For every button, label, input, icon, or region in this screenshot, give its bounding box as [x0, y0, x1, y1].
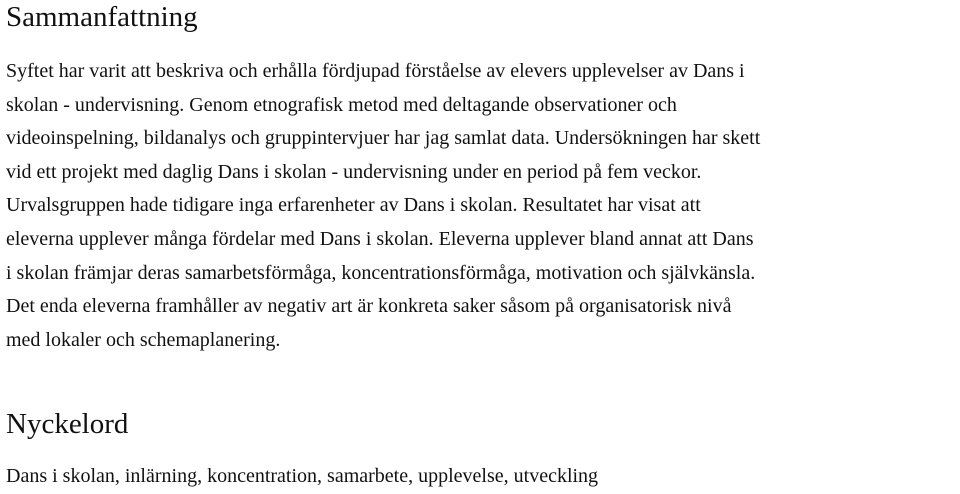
summary-paragraph [6, 55, 958, 357]
keywords-text: Dans i skolan, inlärning, koncentration, samarbete, upplevelse, utveckling [6, 465, 599, 487]
summary-line: Det enda eleverna framhåller av negativ art är konkreta saker såsom på organisatorisk nivå [6, 295, 732, 318]
summary-line: videoinspelning, bildanalys och gruppintervjuer har jag samlat data. Undersökningen har skett [6, 127, 761, 150]
summary-line: Syftet har varit att beskriva och erhålla fördjupad förståelse av elevers upplevelser av Dans i [6, 60, 745, 82]
keywords-heading: Nyckelord [6, 408, 129, 440]
summary-line: eleverna upplever många fördelar med Dans i skolan. Eleverna upplever bland annat att Dans [6, 227, 754, 250]
summary-line: vid ett projekt med daglig Dans i skolan - undervisning under en period på fem veckor. [6, 160, 702, 183]
summary-line: Urvalsgruppen hade tidigare inga erfarenheter av Dans i skolan. Resultatet har visat att [6, 194, 701, 217]
summary-line: i skolan främjar deras samarbetsförmåga, koncentrationsförmåga, motivation och självkänsla. [6, 261, 756, 284]
summary-line: med lokaler och schemaplanering. [6, 328, 281, 351]
summary-heading: Sammanfattning [6, 1, 198, 33]
summary-line: skolan - undervisning. Genom etnografisk metod med deltagande observationer och [6, 93, 677, 116]
